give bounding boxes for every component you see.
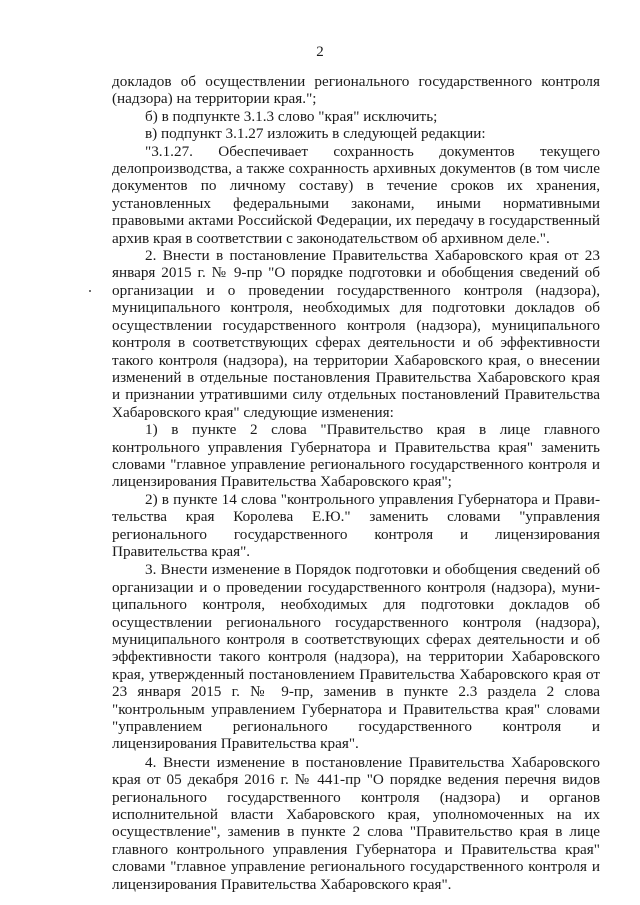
margin-dot <box>89 290 91 292</box>
paragraph-item-3: 3. Внести изменение в Порядок подготовки и обобщения сведений об организации и о проведении государственного контроля (надзора), муниципального контроля, необходимых для подготовки докладов об осуществлении регионального государственного контроля (надзора), муниципального контроля в соответствующих сферах деятельности и об эффективности такого контроля (надзора), на территории Хабаровского края, утвержденный постановлением Правительства Хабаровского края от 23 января 2015 г. № 9-пр, заменив в пункте 2.3 раздела 2 слова "контрольным управлением Губернатора и Правительства края" словами "управлением регионального государственного контроля и лицензирования Правительства края". <box>112 561 600 753</box>
paragraph-quote-3-1-27: "3.1.27. Обеспечивает сохранность документов текущего делопроизводства, а также сохранность архивных документов (в том числе документов по личному составу) в течение сроков их хранения, установленных федеральными законами, иными нормативными правовыми актами Российской Федерации, их передачу в государственный архив края в соответствии с законодательством об архивном деле.". <box>112 142 600 247</box>
paragraph-item-2-1: 1) в пункте 2 слова "Правительство края в лице главного контрольного управления Губернатора и Правительства края" заменить словами "главное управление регионального государственного контроля и лицензирования Правительства Хабаровского края"; <box>112 421 600 491</box>
paragraph-subitem-b: б) в подпункте 3.1.3 слово "края" исключить; <box>145 107 438 125</box>
paragraph-item-2-2: 2) в пункте 14 слова "контрольного управления Губернатора и Правительства края Королева Е.Ю." заменить словами "управления регионального государственного контроля и лицензирования Правительства края". <box>112 490 600 560</box>
paragraph-item-4: 4. Внести изменение в постановление Правительства Хабаровского края от 05 декабря 2016 г. № 441-пр "О порядке ведения перечня видов регионального государственного контроля (надзора) и органов исполнительной власти Хабаровского края, уполномоченных на их осуществление", заменив в пункте 2 слова "Правительство края в лице главного контрольного управления Губернатора и Правительства края" словами "главное управление регионального государственного контроля и лицензирования Правительства Хабаровского края". <box>112 753 600 893</box>
page-number: 2 <box>316 44 324 60</box>
paragraph-continuation: докладов об осуществлении регионального государственного контроля (надзора) на территории края."; <box>112 73 600 108</box>
document-body <box>112 73 600 893</box>
paragraph-item-2: 2. Внести в постановление Правительства Хабаровского края от 23 января 2015 г. № 9-пр "О порядке подготовки и обобщения сведений об организации и о проведении государственного контроля (надзора), муниципального контроля, необходимых для подготовки докладов об осуществлении государственного контроля (надзора), муниципального контроля в соответствующих сферах деятельности и об эффективности такого контроля (надзора), на территории Хабаровского края, о внесении изменений в отдельные постановления Правительства Хабаровского края и признании утратившими силу отдельных постановлений Правительства Хабаровского края" следующие изменения: <box>112 247 600 421</box>
paragraph-subitem-v: в) подпункт 3.1.27 изложить в следующей редакции: <box>145 125 486 143</box>
